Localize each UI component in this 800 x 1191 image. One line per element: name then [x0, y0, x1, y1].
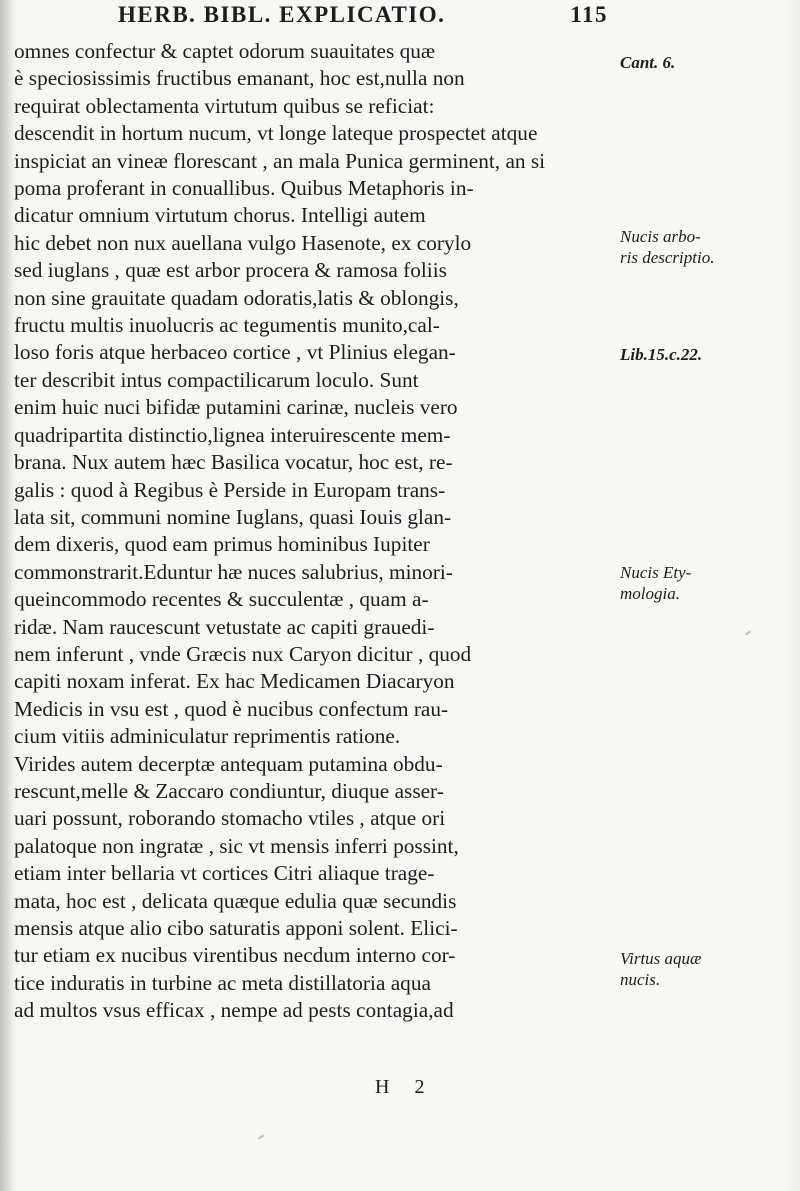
text-line: quadripartita distinctio,lignea interuirescente mem-: [14, 422, 451, 447]
running-header: [118, 2, 608, 28]
text-line: galis : quod à Regibus è Perside in Europam trans-: [14, 477, 446, 502]
text-line: capiti noxam inferat. Ex hac Medicamen Diacaryon: [14, 669, 455, 694]
text-line: ter describit intus compactilicarum loculo. Sunt: [14, 367, 419, 392]
text-line: hic debet non nux auellana vulgo Hasenote, ex corylo: [14, 230, 472, 255]
text-line: mata, hoc est , delicata quæque edulia quæ secundis: [14, 888, 457, 913]
text-line: cium vitiis adminiculatur reprimentis ratione.: [14, 724, 401, 749]
gutter-shadow: [0, 0, 14, 1191]
text-line: è speciosissimis fructibus emanant, hoc est,nulla non: [14, 66, 465, 91]
text-line: mensis atque alio cibo saturatis apponi solent. Elici-: [14, 916, 458, 940]
text-line: dem dixeris, quod eam primus hominibus Iupiter: [14, 532, 430, 557]
text-line: tur etiam ex nucibus virentibus necdum interno cor-: [14, 943, 456, 968]
text-line: etiam inter bellaria vt cortices Citri aliaque trage-: [14, 861, 435, 886]
text-line: lata sit, communi nomine Iuglans, quasi Iouis glan-: [14, 504, 452, 529]
margin-note-etymologia: Nucis Ety- mologia.: [620, 563, 692, 603]
text-line: loso foris atque herbaceo cortice , vt Plinius elegan-: [14, 340, 456, 365]
text-line: inspiciat an vineæ florescant , an mala Punica germinent, an si: [14, 148, 546, 173]
text-line: dicatur omnium virtutum chorus. Intelligi autem: [14, 203, 426, 228]
text-line: enim huic nuci bifidæ putamini carinæ, nucleis vero: [14, 395, 458, 420]
text-line: fructu multis inuolucris ac tegumentis munito,cal-: [14, 313, 440, 338]
text-line: tice induratis in turbine ac meta distillatoria aqua: [14, 970, 431, 995]
margin-note-virtus: Virtus aquæ nucis.: [620, 949, 702, 989]
text-line: queincommodo recentes & succulentæ , quam a-: [14, 587, 429, 612]
ink-speck: [745, 630, 751, 635]
text-line: commonstrarit.Eduntur hæ nuces salubrius, minori-: [14, 559, 453, 584]
text-line: brana. Nux autem hæc Basilica vocatur, hoc est, re-: [14, 450, 453, 475]
text-line: descendit in hortum nucum, vt longe lateque prospectet atque: [14, 121, 538, 146]
page-number: 115: [570, 2, 608, 27]
text-line: poma proferant in conuallibus. Quibus Metaphoris in-: [14, 176, 474, 201]
text-line: sed iuglans , quæ est arbor procera & ramosa foliis: [14, 258, 447, 283]
margin-note-lib: Lib.15.c.22.: [620, 345, 703, 364]
running-title: HERB. BIBL. EXPLICATIO.: [118, 2, 446, 27]
text-line: Virides autem decerptæ antequam putamina obdu-: [14, 751, 443, 776]
text-line: requirat oblectamenta virtutum quibus se reficiat:: [14, 93, 435, 118]
text-line: uari possunt, roborando stomacho vtiles , atque ori: [14, 806, 446, 831]
text-line: nem inferunt , vnde Græcis nux Caryon dicitur , quod: [14, 641, 472, 666]
text-line: ad multos vsus efficax , nempe ad pests contagia,ad: [14, 998, 454, 1023]
text-line: rescunt,melle & Zaccaro condiuntur, diuque asser-: [14, 778, 444, 803]
text-line: Medicis in vsu est , quod è nucibus confectum rau-: [14, 696, 449, 721]
ink-speck: [258, 1134, 264, 1139]
margin-note-arbor: Nucis arbo- ris descriptio.: [620, 227, 715, 267]
text-line: omnes confectur & captet odorum suauitates quæ: [14, 39, 436, 63]
signature-mark: H 2: [375, 1076, 435, 1098]
margin-note-cant: Cant. 6.: [620, 53, 676, 72]
text-line: non sine grauitate quadam odoratis,latis & oblongis,: [14, 285, 459, 310]
text-line: palatoque non ingratæ , sic vt mensis inferri possint,: [14, 833, 459, 858]
main-text-block: [14, 38, 626, 1025]
text-line: ridæ. Nam raucescunt vetustate ac capiti grauedi-: [14, 614, 435, 639]
